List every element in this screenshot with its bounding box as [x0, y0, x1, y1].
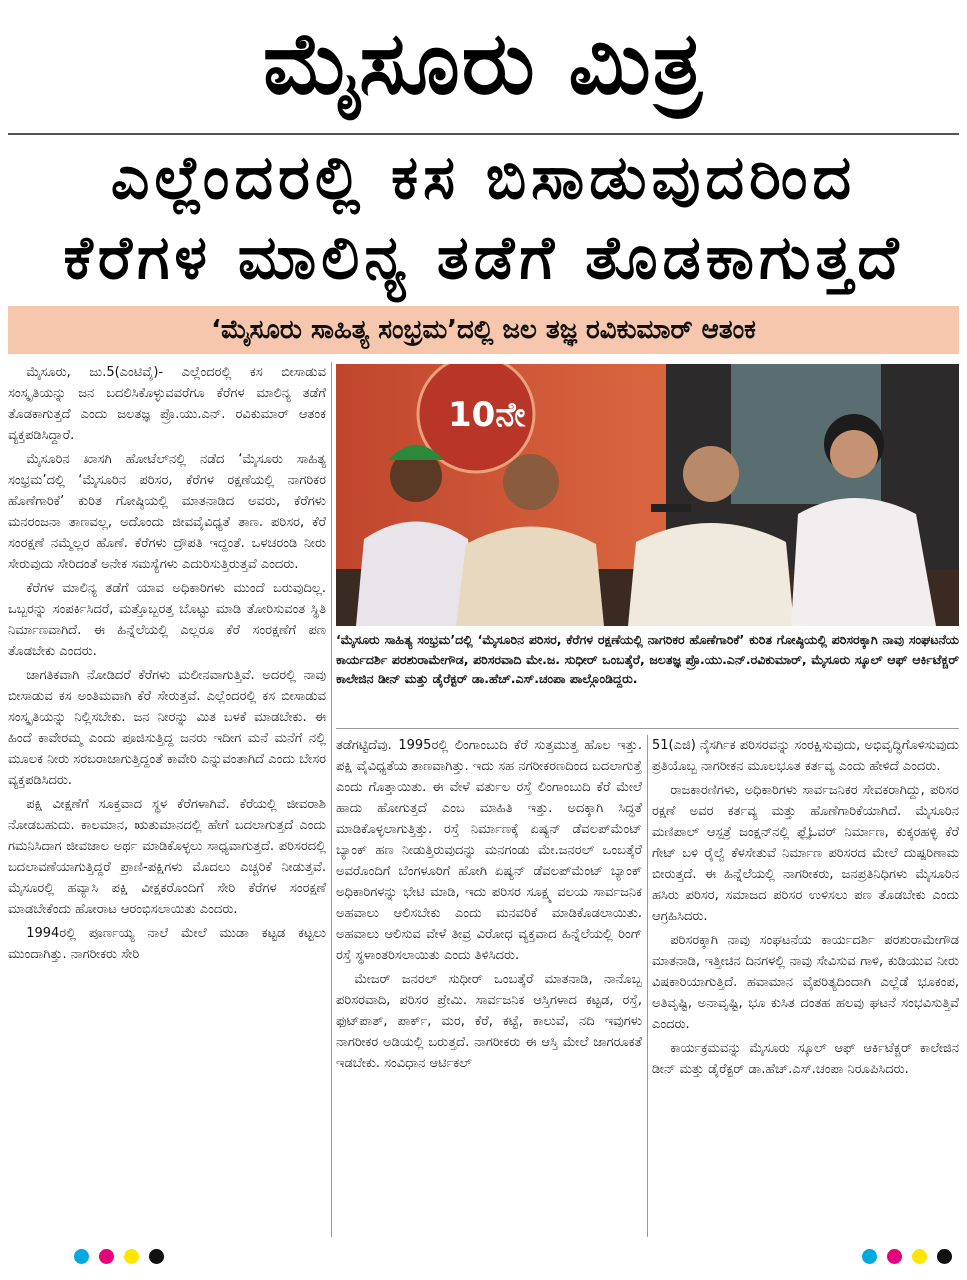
color-registration-marks-left [74, 1249, 164, 1265]
article-column-3 [652, 735, 959, 1237]
column-divider [331, 362, 332, 1237]
masthead-rule [8, 133, 959, 135]
article-column-1 [8, 362, 326, 1237]
color-registration-marks-right [862, 1249, 952, 1265]
magenta-dot [99, 1249, 114, 1264]
paragraph: ಜಾಗತಿಕವಾಗಿ ನೋಡಿದರೆ ಕೆರೆಗಳು ಮಲೀನವಾಗುತ್ತಿವೆ. ಅದರಲ್ಲಿ ನಾವು ಬೀಸಾಡುವ ಕಸ ಅಂತಿಮವಾಗಿ ಕೆರೆ ಸೇರುತ್ತವೆ. ಎಲ್ಲೆಂದರಲ್ಲಿ ಕಸ ಬೀಸಾಡುವ ಸಂಸ್ಕೃತಿಯನ್ನು ನಿಲ್ಲಿಸಬೇಕು. ಜನ ನೀರನ್ನು ಮಿತ ಬಳಕೆ ಮಾಡಬೇಕು. ಈ ಹಿಂದೆ ಕಾವೇರಮ್ಮ ಎಂದು ಪೂಜಿಸುತ್ತಿದ್ದ ಜನರು ಇದೀಗ ಮನೆ ಮನೆಗೆ ನಲ್ಲಿ ಮೂಲಕ ನೀರು ಸರಬರಾಜಾಗುತ್ತಿದ್ದಂತೆ ಕಾವೇರಿ ಎನ್ನುವಂತಾಗಿದೆ ಎಂದು ಬೇಸರ ವ್ಯಕ್ತಪಡಿಸಿದರು. [8, 668, 326, 788]
paragraph: ರಾಜಕಾರಣಿಗಳು, ಅಧಿಕಾರಿಗಳು ಸಾರ್ವಜನಿಕರ ಸೇವಕರಾಗಿದ್ದು, ಪರಿಸರ ರಕ್ಷಣೆ ಅವರ ಕರ್ತವ್ಯ ಮತ್ತು ಹೊಣೆಗಾರಿಕೆಯಾಗಿದೆ. ಮೈಸೂರಿನ ಮಣಿಪಾಲ್ ಆಸ್ಪತ್ರೆ ಜಂಕ್ಷನ್‌ನಲ್ಲಿ ಫ್ಲೈಓವರ್ ನಿರ್ಮಾಣ, ಕುಕ್ಕರಹಳ್ಳಿ ಕೆರೆ ಗೇಟ್ ಬಳಿ ರೈಲ್ವೆ ಕೆಳಸೇತುವೆ ನಿರ್ಮಾಣ ಪರಿಸರದ ಮೇಲೆ ದುಷ್ಪರಿಣಾಮ ಬೀರುತ್ತದೆ. ಈ ಹಿನ್ನೆಲೆಯಲ್ಲಿ ನಾಗರೀಕರು, ಜನಪ್ರತಿನಿಧಿಗಳು ಮೈಸೂರಿನ ಹಸಿರು ಪರಿಸರ, ಸಮಾಜದ ಪರಿಸರ ಉಳಿಸಲು ಪಣ ತೊಡಬೇಕು ಎಂದು ಆಗ್ರಹಿಸಿದರು. [652, 783, 959, 924]
masthead [0, 0, 967, 132]
cyan-dot [74, 1249, 89, 1264]
paragraph: ಮೈಸೂರಿನ ಖಾಸಗಿ ಹೋಟೆಲ್‌ನಲ್ಲಿ ನಡೆದ ‘ಮೈಸೂರು ಸಾಹಿತ್ಯ ಸಂಭ್ರಮ’ದಲ್ಲಿ ‘ಮೈಸೂರಿನ ಪರಿಸರ, ಕೆರೆಗಳ ರಕ್ಷಣೆಯಲ್ಲಿ ನಾಗರಿಕರ ಹೊಣೆಗಾರಿಕೆ’ ಕುರಿತ ಗೋಷ್ಠಿಯಲ್ಲಿ ಮಾತನಾಡಿದ ಅವರು, ಕೆರೆಗಳು ಮನರಂಜನಾ ತಾಣವಲ್ಲ, ಅದೊಂದು ಜೀವವೈವಿಧ್ಯತೆ ತಾಣ. ಪರಿಸರ, ಕೆರೆ ಸಂರಕ್ಷಣೆ ನಮ್ಮೆಲ್ಲರ ಹೊಣೆ. ಕೆರೆಗಳು ದ್ರೌಪತಿ ಇದ್ದಂತೆ. ಒಳಚರಂಡಿ ನೀರು ಸೇರುವುದು ಸೇರಿದಂತೆ ಅನೇಕ ಸಮಸ್ಯೆಗಳು ಎದುರಿಸುತ್ತಿರುತ್ತವೆ ಎಂದರು. [8, 452, 326, 572]
paragraph: 51(ಎಜಿ) ನೈಸರ್ಗಿಕ ಪರಿಸರವನ್ನು ಸಂರಕ್ಷಿಸುವುದು, ಅಭಿವೃದ್ಧಿಗೊಳಿಸುವುದು ಪ್ರತಿಯೊಬ್ಬ ನಾಗರೀಕನ ಮೂಲಭೂತ ಕರ್ತವ್ಯ ಎಂದು ಹೇಳಿದೆ ಎಂದರು. [652, 738, 959, 774]
paragraph: ಕೆರೆಗಳ ಮಾಲಿನ್ಯ ತಡೆಗೆ ಯಾವ ಅಧಿಕಾರಿಗಳು ಮುಂದೆ ಬರುವುದಿಲ್ಲ. ಒಬ್ಬರನ್ನು ಸಂಪರ್ಕಿಸಿದರೆ, ಮತ್ತೊಬ್ಬರತ್ತ ಬೊಟ್ಟು ಮಾಡಿ ತೋರಿಸುವಂತ ಸ್ಥಿತಿ ನಿರ್ಮಾಣವಾಗಿದೆ. ಈ ಹಿನ್ನೆಲೆಯಲ್ಲಿ ಎಲ್ಲರೂ ಕೆರೆ ಸಂರಕ್ಷಣೆಗೆ ಪಣ ತೊಡಬೇಕು ಎಂದರು. [8, 581, 326, 659]
banner-text: 10ನೇ [448, 395, 526, 435]
column-divider [647, 735, 648, 1237]
paragraph: ಕಾರ್ಯಕ್ರಮವನ್ನು ಮೈಸೂರು ಸ್ಕೂಲ್ ಆಫ್ ಆರ್ಕಿಟೆಕ್ಚರ್ ಕಾಲೇಜಿನ ಡೀನ್ ಮತ್ತು ಡೈರೆಕ್ಟರ್ ಡಾ.ಹೆಚ್.ಎಸ್.ಚಂಪಾ ನಿರೂಪಿಸಿದರು. [652, 1041, 959, 1077]
newspaper-name: ಮೈಸೂರು ಮಿತ್ರ [263, 14, 704, 114]
paragraph: ಮೇಜರ್ ಜನರಲ್ ಸುಧೀರ್ ಒಂಬತ್ಕೆರೆ ಮಾತನಾಡಿ, ನಾನೊಬ್ಬ ಪರಿಸರವಾದಿ, ಪರಿಸರ ಪ್ರೇಮಿ. ಸಾರ್ವಜನಿಕ ಆಸ್ತಿಗಳಾದ ಕಟ್ಟಡ, ರಸ್ತೆ, ಫುಟ್‌ಪಾತ್, ಪಾರ್ಕ್, ಮರ, ಕೆರೆ, ಕಟ್ಟೆ, ಕಾಲುವೆ, ನದಿ ಇವುಗಳು ನಾಗರೀಕರ ಅಡಿಯಲ್ಲಿ ಬರುತ್ತದೆ. ನಾಗರೀಕರು ಈ ಆಸ್ತಿ ಮೇಲೆ ಜಾಗರೂಕತೆ ಇಡಬೇಕು. ಸಂವಿಧಾನ ಆರ್ಟಿಕಲ್ [336, 972, 642, 1071]
yellow-dot [124, 1249, 139, 1264]
black-dot [149, 1249, 164, 1264]
photo-caption: ‘ಮೈಸೂರು ಸಾಹಿತ್ಯ ಸಂಭ್ರಮ’ದಲ್ಲಿ ‘ಮೈಸೂರಿನ ಪರಿಸರ, ಕೆರೆಗಳ ರಕ್ಷಣೆಯಲ್ಲಿ ನಾಗರಿಕರ ಹೊಣೆಗಾರಿಕೆ’ ಕುರಿತ ಗೋಷ್ಠಿಯಲ್ಲಿ ಪರಿಸರಕ್ಕಾಗಿ ನಾವು ಸಂಘಟನೆಯ ಕಾರ್ಯದರ್ಶಿ ಪರಶುರಾಮೇಗೌಡ, ಪರಿಸರವಾದಿ ಮೇ.ಜ. ಸುಧೀರ್ ಒಂಬತ್ಕೆರೆ, ಜಲತಜ್ಞ ಪ್ರೊ.ಯು.ಎನ್.ರವಿಕುಮಾರ್, ಮೈಸೂರು ಸ್ಕೂಲ್ ಆಫ್ ಆರ್ಕಿಟೆಕ್ಚರ್ ಕಾಲೇಜಿನ ಡೀನ್ ಮತ್ತು ಡೈರೆಕ್ಟರ್ ಡಾ.ಹೆಚ್.ಎಸ್.ಚಂಪಾ ಪಾಲ್ಗೊಂಡಿದ್ದರು. [336, 632, 959, 686]
magenta-dot [887, 1249, 902, 1264]
news-photo [336, 364, 959, 626]
article-column-2 [336, 735, 642, 1237]
paragraph: ತಡೆಗಟ್ಟಿದೆವು. 1995ರಲ್ಲಿ ಲಿಂಗಾಂಬುದಿ ಕೆರೆ ಸುತ್ತಮುತ್ತ ಹೊಲ ಇತ್ತು. ಪಕ್ಷಿ ವೈವಿಧ್ಯತೆಯ ತಾಣವಾಗಿತ್ತು. ಇದು ಸಹ ನಗರೀಕರಣದಿಂದ ಬದಲಾಗುತ್ತೆ ಎಂದು ಗೊತ್ತಾಯಿತು. ಈ ವೇಳೆ ವರ್ತುಲ ರಸ್ತೆ ಲಿಂಗಾಂಬುದಿ ಕೆರೆ ಮೇಲೆ ಹಾದು ಹೋಗುತ್ತದೆ ಎಂಬ ಮಾಹಿತಿ ಇತ್ತು. ಅದಕ್ಕಾಗಿ ಸಿದ್ಧತೆ ಮಾಡಿಕೊಳ್ಳಲಾಗುತ್ತಿತ್ತು. ರಸ್ತೆ ನಿರ್ಮಾಣಕ್ಕೆ ಏಷ್ಯನ್ ಡೆವಲಪ್‌ಮೆಂಟ್ ಬ್ಯಾಂಕ್ ಹಣ ನೀಡುತ್ತಿರುವುದನ್ನು ಮನಗಂಡು ಮೇ.ಜನರಲ್ ಒಂಬತ್ಕೆರೆ ಅವರೊಂದಿಗೆ ಬೆಂಗಳೂರಿಗೆ ಹೋಗಿ ಏಷ್ಯನ್ ಡೆವಲಪ್‌ಮೆಂಟ್ ಬ್ಯಾಂಕ್ ಅಧಿಕಾರಿಗಳನ್ನು ಭೇಟಿ ಮಾಡಿ, ಇದು ಪರಿಸರ ಸೂಕ್ಷ್ಮ ವಲಯ ಸಾರ್ವಜನಿಕ ಅಹವಾಲು ಆಲಿಸಬೇಕು ಎಂದು ಮನವರಿಕೆ ಮಾಡಿಕೊಡಲಾಯಿತು. ಅಹವಾಲು ಆಲಿಸುವ ವೇಳೆ ತೀವ್ರ ವಿರೋಧ ವ್ಯಕ್ತವಾದ ಹಿನ್ನೆಲೆಯಲ್ಲಿ ರಿಂಗ್ ರಸ್ತೆ ಸ್ಥಳಾಂತರಿಸಲಾಯಿತು ಎಂದು ತಿಳಿಸಿದರು. [336, 738, 642, 963]
cyan-dot [862, 1249, 877, 1264]
paragraph: ಮೈಸೂರು, ಜು.5(ಎಂಟಿವೈ)- ಎಲ್ಲೆಂದರಲ್ಲಿ ಕಸ ಬೀಸಾಡುವ ಸಂಸ್ಕೃತಿಯನ್ನು ಜನ ಬದಲಿಸಿಕೊಳ್ಳುವವರೆಗೂ ಕೆರೆಗಳ ಮಾಲಿನ್ಯ ತಡೆಗೆ ತೊಡಕಾಗುತ್ತದೆ ಎಂದು ಜಲತಜ್ಞ ಪ್ರೊ.ಯು.ಎನ್. ರವಿಕುಮಾರ್ ಆತಂಕ ವ್ಯಕ್ತಪಡಿಸಿದ್ದಾರೆ. [8, 365, 326, 443]
paragraph: ಪಕ್ಷಿ ವೀಕ್ಷಣೆಗೆ ಸೂಕ್ತವಾದ ಸ್ಥಳ ಕೆರೆಗಳಾಗಿವೆ. ಕೆರೆಯಲ್ಲಿ ಜೀವರಾಶಿ ನೋಡಬಹುದು. ಕಾಲಮಾನ, ಋತುಮಾನದಲ್ಲಿ ಹೇಗೆ ಬದಲಾಗುತ್ತದೆ ಎಂದು ಗಮನಿಸಿದಾಗ ಜೀವಜಾಲ ಅರ್ಥ ಮಾಡಿಕೊಳ್ಳಲು ಸಾಧ್ಯವಾಗುತ್ತದೆ. ಪರಿಸರದಲ್ಲಿ ಬದಲಾವಣೆಯಾಗುತ್ತಿದ್ದರೆ ಪ್ರಾಣಿ-ಪಕ್ಷಿಗಳು ಮೊದಲು ಎಚ್ಚರಿಕೆ ನೀಡುತ್ತವೆ. ಮೈಸೂರಲ್ಲಿ ಹವ್ಯಾಸಿ ಪಕ್ಷಿ ವೀಕ್ಷಕರೊಂದಿಗೆ ಸೇರಿ ಕೆರೆಗಳ ಸಂರಕ್ಷಣೆ ಮಾಡಬೇಕೆಂದು ಹೋರಾಟ ಆರಂಭಿಸಲಾಯಿತು ಎಂದರು. [8, 797, 326, 917]
headline-line-1: ಎಲ್ಲೆಂದರಲ್ಲಿ ಕಸ ಬಿಸಾಡುವುದರಿಂದ [110, 143, 857, 213]
paragraph: ಪರಿಸರಕ್ಕಾಗಿ ನಾವು ಸಂಘಟನೆಯ ಕಾರ್ಯದರ್ಶಿ ಪರಶುರಾಮೇಗೌಡ ಮಾತನಾಡಿ, ಇತ್ತೀಚಿನ ದಿನಗಳಲ್ಲಿ ನಾವು ಸೇವಿಸುವ ಗಾಳಿ, ಕುಡಿಯುವ ನೀರು ವಿಷಕಾರಿಯಾಗುತ್ತಿದೆ. ಹವಾಮಾನ ವೈಪರಿತ್ಯದಿಂದಾಗಿ ಎಲ್ಲೆಡೆ ಭೂಕಂಪ, ಅತಿವೃಷ್ಟಿ, ಅನಾವೃಷ್ಟಿ, ಭೂ ಕುಸಿತ ದಂತಹ ಹಲವು ಘಟನೆ ಸಂಭವಿಸುತ್ತಿವೆ ಎಂದರು. [652, 933, 959, 1032]
headline-line-2: ಕೆರೆಗಳ ಮಾಲಿನ್ಯ ತಡೆಗೆ ತೊಡಕಾಗುತ್ತದೆ [63, 223, 904, 293]
paragraph: 1994ರಲ್ಲಿ ಪೂರ್ಣಯ್ಯ ನಾಲೆ ಮೇಲೆ ಮುಡಾ ಕಟ್ಟಡ ಕಟ್ಟಲು ಮುಂದಾಗಿತ್ತು. ನಾಗರೀಕರು ಸೇರಿ [8, 926, 326, 962]
panel-discussion-photo [336, 364, 959, 626]
yellow-dot [912, 1249, 927, 1264]
caption-rule [336, 728, 959, 729]
black-dot [937, 1249, 952, 1264]
subheadline: ‘ಮೈಸೂರು ಸಾಹಿತ್ಯ ಸಂಭ್ರಮ’ದಲ್ಲಿ ಜಲ ತಜ್ಞ ರವಿಕುಮಾರ್ ಆತಂಕ [8, 306, 959, 354]
